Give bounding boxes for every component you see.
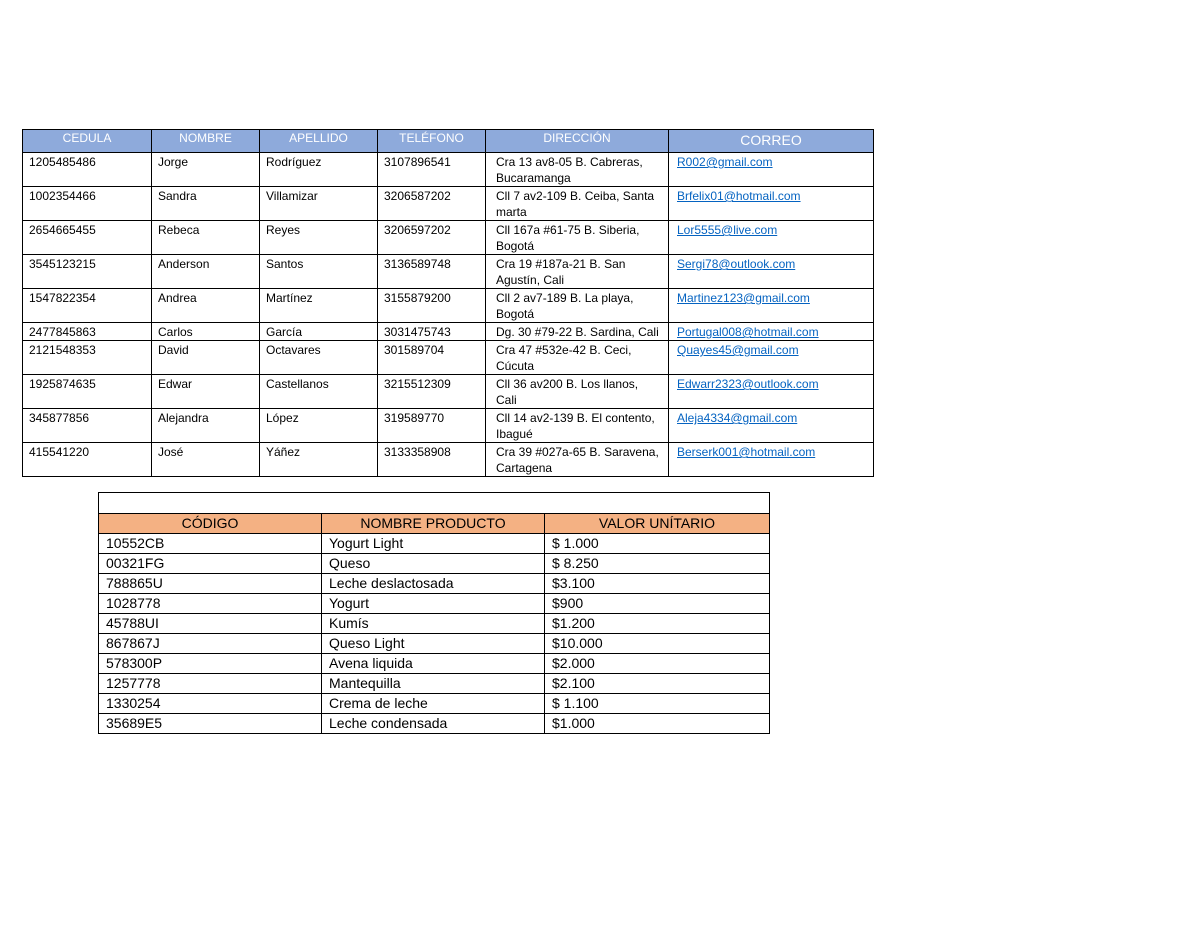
products-title-row: [99, 493, 770, 514]
nombre-cell: David: [152, 341, 260, 375]
cedula-cell: 2121548353: [23, 341, 152, 375]
direccion-cell: Cll 7 av2-109 B. Ceiba, Santa marta: [486, 187, 669, 221]
product-row: [99, 654, 770, 674]
correo-cell: [669, 323, 874, 341]
codigo-cell: 788865U: [99, 574, 322, 594]
valor-cell: $1.200: [545, 614, 770, 634]
telefono-cell: 3031475743: [378, 323, 486, 341]
product-row: [99, 614, 770, 634]
direccion-cell: Cra 47 #532e-42 B. Ceci, Cúcuta: [486, 341, 669, 375]
header-telefono: TELÉFONO: [378, 130, 486, 153]
producto-cell: Avena liquida: [322, 654, 545, 674]
product-row: [99, 694, 770, 714]
email-link[interactable]: Portugal008@hotmail.com: [677, 325, 819, 339]
producto-cell: Crema de leche: [322, 694, 545, 714]
direccion-cell: Dg. 30 #79-22 B. Sardina, Cali: [486, 323, 669, 341]
telefono-cell: 3155879200: [378, 289, 486, 323]
apellido-cell: Villamizar: [260, 187, 378, 221]
correo-cell: [669, 153, 874, 187]
email-link[interactable]: Sergi78@outlook.com: [677, 257, 796, 271]
client-row: [23, 289, 874, 323]
cedula-cell: 1205485486: [23, 153, 152, 187]
client-row: [23, 323, 874, 341]
correo-cell: [669, 221, 874, 255]
header-valor-unitario: VALOR UNÍTARIO: [545, 514, 770, 534]
client-row: [23, 255, 874, 289]
producto-cell: Queso Light: [322, 634, 545, 654]
telefono-cell: 3206587202: [378, 187, 486, 221]
codigo-cell: 578300P: [99, 654, 322, 674]
nombre-cell: Rebeca: [152, 221, 260, 255]
nombre-cell: Jorge: [152, 153, 260, 187]
producto-cell: Mantequilla: [322, 674, 545, 694]
codigo-cell: 1257778: [99, 674, 322, 694]
valor-cell: $1.000: [545, 714, 770, 734]
codigo-cell: 45788UI: [99, 614, 322, 634]
client-row: [23, 153, 874, 187]
apellido-cell: García: [260, 323, 378, 341]
valor-cell: $2.100: [545, 674, 770, 694]
valor-cell: $3.100: [545, 574, 770, 594]
client-row: [23, 443, 874, 477]
direccion-cell: Cra 19 #187a-21 B. San Agustín, Cali: [486, 255, 669, 289]
apellido-cell: López: [260, 409, 378, 443]
header-cedula: CEDULA: [23, 130, 152, 153]
client-row: [23, 341, 874, 375]
codigo-cell: 00321FG: [99, 554, 322, 574]
valor-cell: $10.000: [545, 634, 770, 654]
nombre-cell: Anderson: [152, 255, 260, 289]
producto-cell: Yogurt Light: [322, 534, 545, 554]
products-header-row: [99, 514, 770, 534]
correo-cell: [669, 443, 874, 477]
header-nombre: NOMBRE: [152, 130, 260, 153]
valor-cell: $ 8.250: [545, 554, 770, 574]
nombre-cell: Alejandra: [152, 409, 260, 443]
telefono-cell: 301589704: [378, 341, 486, 375]
telefono-cell: 319589770: [378, 409, 486, 443]
nombre-cell: Sandra: [152, 187, 260, 221]
direccion-cell: Cll 2 av7-189 B. La playa, Bogotá: [486, 289, 669, 323]
apellido-cell: Yáñez: [260, 443, 378, 477]
product-row: [99, 574, 770, 594]
correo-cell: [669, 289, 874, 323]
product-row: [99, 554, 770, 574]
client-row: [23, 375, 874, 409]
apellido-cell: Castellanos: [260, 375, 378, 409]
telefono-cell: 3206597202: [378, 221, 486, 255]
email-link[interactable]: Aleja4334@gmail.com: [677, 411, 798, 425]
header-codigo: CÓDIGO: [99, 514, 322, 534]
producto-cell: Yogurt: [322, 594, 545, 614]
header-direccion: DIRECCIÓN: [486, 130, 669, 153]
correo-cell: [669, 409, 874, 443]
cedula-cell: 2654665455: [23, 221, 152, 255]
codigo-cell: 10552CB: [99, 534, 322, 554]
nombre-cell: Carlos: [152, 323, 260, 341]
client-row: [23, 187, 874, 221]
correo-cell: [669, 341, 874, 375]
apellido-cell: Martínez: [260, 289, 378, 323]
valor-cell: $2.000: [545, 654, 770, 674]
email-link[interactable]: Martinez123@gmail.com: [677, 291, 810, 305]
codigo-cell: 867867J: [99, 634, 322, 654]
direccion-cell: Cra 39 #027a-65 B. Saravena, Cartagena: [486, 443, 669, 477]
email-link[interactable]: Quayes45@gmail.com: [677, 343, 799, 357]
direccion-cell: Cra 13 av8-05 B. Cabreras, Bucaramanga: [486, 153, 669, 187]
clients-table: [22, 129, 874, 477]
valor-cell: $900: [545, 594, 770, 614]
product-row: [99, 634, 770, 654]
direccion-cell: Cll 36 av200 B. Los llanos, Cali: [486, 375, 669, 409]
email-link[interactable]: Berserk001@hotmail.com: [677, 445, 816, 459]
producto-cell: Leche condensada: [322, 714, 545, 734]
cedula-cell: 415541220: [23, 443, 152, 477]
cedula-cell: 1547822354: [23, 289, 152, 323]
valor-cell: $ 1.000: [545, 534, 770, 554]
products-table: [98, 492, 770, 734]
client-row: [23, 221, 874, 255]
direccion-cell: Cll 167a #61-75 B. Siberia, Bogotá: [486, 221, 669, 255]
clients-header-row: [23, 130, 874, 153]
cedula-cell: 345877856: [23, 409, 152, 443]
correo-cell: [669, 187, 874, 221]
product-row: [99, 714, 770, 734]
product-row: [99, 594, 770, 614]
valor-cell: $ 1.100: [545, 694, 770, 714]
codigo-cell: 1028778: [99, 594, 322, 614]
cedula-cell: 1925874635: [23, 375, 152, 409]
apellido-cell: Octavares: [260, 341, 378, 375]
direccion-cell: Cll 14 av2-139 B. El contento, Ibagué: [486, 409, 669, 443]
email-link[interactable]: Brfelix01@hotmail.com: [677, 189, 801, 203]
correo-cell: [669, 375, 874, 409]
producto-cell: Leche deslactosada: [322, 574, 545, 594]
nombre-cell: Edwar: [152, 375, 260, 409]
header-nombre-producto: NOMBRE PRODUCTO: [322, 514, 545, 534]
correo-cell: [669, 255, 874, 289]
email-link[interactable]: Lor5555@live.com: [677, 223, 778, 237]
header-correo: CORREO: [669, 130, 874, 153]
telefono-cell: 3107896541: [378, 153, 486, 187]
product-row: [99, 534, 770, 554]
nombre-cell: José: [152, 443, 260, 477]
client-row: [23, 409, 874, 443]
codigo-cell: 35689E5: [99, 714, 322, 734]
apellido-cell: Reyes: [260, 221, 378, 255]
product-row: [99, 674, 770, 694]
nombre-cell: Andrea: [152, 289, 260, 323]
header-apellido: APELLIDO: [260, 130, 378, 153]
codigo-cell: 1330254: [99, 694, 322, 714]
producto-cell: Queso: [322, 554, 545, 574]
empty-title-cell: [99, 493, 770, 514]
apellido-cell: Rodríguez: [260, 153, 378, 187]
cedula-cell: 2477845863: [23, 323, 152, 341]
producto-cell: Kumís: [322, 614, 545, 634]
apellido-cell: Santos: [260, 255, 378, 289]
cedula-cell: 3545123215: [23, 255, 152, 289]
email-link[interactable]: Edwarr2323@outlook.com: [677, 377, 819, 391]
telefono-cell: 3215512309: [378, 375, 486, 409]
cedula-cell: 1002354466: [23, 187, 152, 221]
telefono-cell: 3133358908: [378, 443, 486, 477]
telefono-cell: 3136589748: [378, 255, 486, 289]
email-link[interactable]: R002@gmail.com: [677, 155, 773, 169]
